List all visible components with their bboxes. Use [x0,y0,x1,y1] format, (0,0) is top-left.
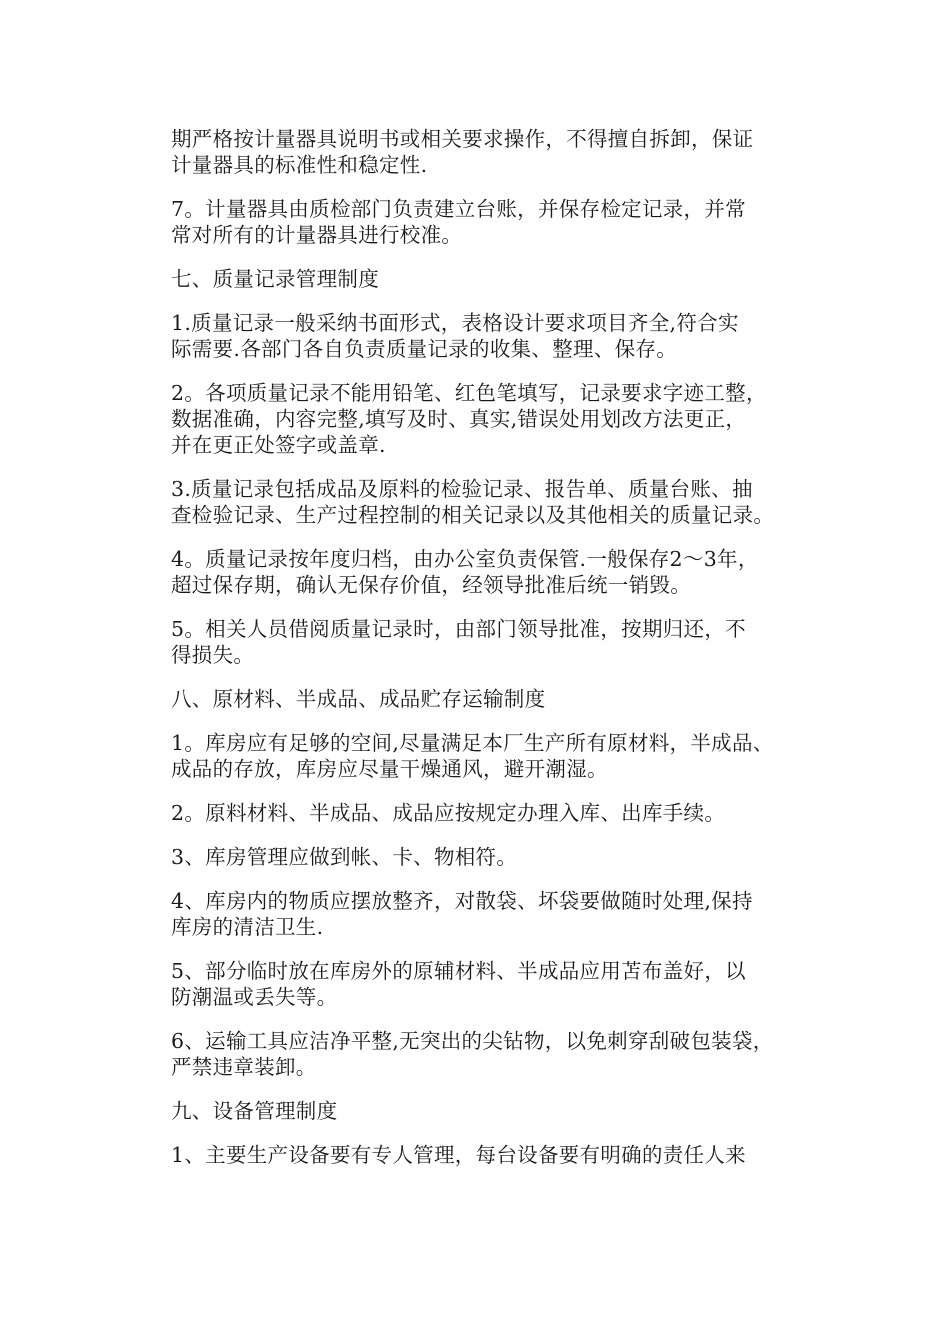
text-line: 1。库房应有足够的空间,尽量满足本厂生产所有原材料，半成品、 [171,731,774,755]
text-line: 防潮温或丢失等。 [171,985,338,1009]
paragraph-records-5 [171,616,821,668]
text-line: 期严格按计量器具说明书或相关要求操作，不得擅自拆卸，保证 [171,127,754,151]
paragraph-storage-2 [171,800,821,826]
text-line: 3.质量记录包括成品及原料的检验记录、报告单、质量台账、抽 [171,477,753,501]
text-line: 3、库房管理应做到帐、卡、物相符。 [171,845,518,869]
paragraph-storage-5 [171,958,821,1010]
paragraph-item-7 [171,196,821,248]
section-heading-quality-records [171,266,821,292]
text-line: 库房的清洁卫生. [171,915,324,939]
paragraph-storage-1 [171,730,821,782]
section-heading-equipment [171,1098,821,1124]
heading-line: 八、原材料、半成品、成品贮存运输制度 [171,687,546,711]
text-line: 5、部分临时放在库房外的原辅材料、半成品应用苫布盖好，以 [171,959,746,983]
section-heading-storage-transport [171,686,821,712]
text-line: 2。原料材料、半成品、成品应按规定办理入库、出库手续。 [171,801,726,825]
text-line: 严禁违章装卸。 [171,1055,317,1079]
paragraph-records-1 [171,310,821,362]
paragraph-records-2 [171,380,821,458]
text-line: 超过保存期，确认无保存价值，经领导批准后统一销毁。 [171,573,691,597]
paragraph-records-3 [171,476,821,528]
text-line: 数据准确，内容完整,填写及时、真实,错误处用划改方法更正， [171,407,747,431]
paragraph-storage-4 [171,888,821,940]
text-line: 得损失。 [171,643,255,667]
paragraph-equipment-1 [171,1142,821,1168]
text-line: 4。质量记录按年度归档，由办公室负责保管.一般保存2～3年， [171,547,759,571]
text-line: 4、库房内的物质应摆放整齐，对散袋、坏袋要做随时处理,保持 [171,889,753,913]
heading-line: 七、质量记录管理制度 [171,267,379,291]
text-line: 6、运输工具应洁净平整,无突出的尖钻物，以免刺穿刮破包装袋， [171,1029,774,1053]
text-line: 1、主要生产设备要有专人管理，每台设备要有明确的责任人来 [171,1143,746,1167]
text-line: 2。各项质量记录不能用铅笔、红色笔填写，记录要求字迹工整， [171,381,767,405]
text-line: 并在更正处签字或盖章. [171,433,386,457]
paragraph-records-4 [171,546,821,598]
text-line: 5。相关人员借阅质量记录时，由部门领导批准，按期归还，不 [171,617,746,641]
paragraph-storage-3 [171,844,821,870]
text-line: 计量器具的标准性和稳定性. [171,153,428,177]
text-line: 际需要.各部门各自负责质量记录的收集、整理、保存。 [171,337,678,361]
text-line: 成品的存放，库房应尽量干燥通风，避开潮湿。 [171,757,608,781]
heading-line: 九、设备管理制度 [171,1099,338,1123]
document-page [171,126,821,1186]
text-line: 7。计量器具由质检部门负责建立台账，并保存检定记录，并常 [171,197,746,221]
text-line: 查检验记录、生产过程控制的相关记录以及其他相关的质量记录。 [171,503,775,527]
paragraph-calibration-end [171,126,821,178]
text-line: 1.质量记录一般采纳书面形式，表格设计要求项目齐全,符合实 [171,311,739,335]
text-line: 常对所有的计量器具进行校准。 [171,223,463,247]
paragraph-storage-6 [171,1028,821,1080]
